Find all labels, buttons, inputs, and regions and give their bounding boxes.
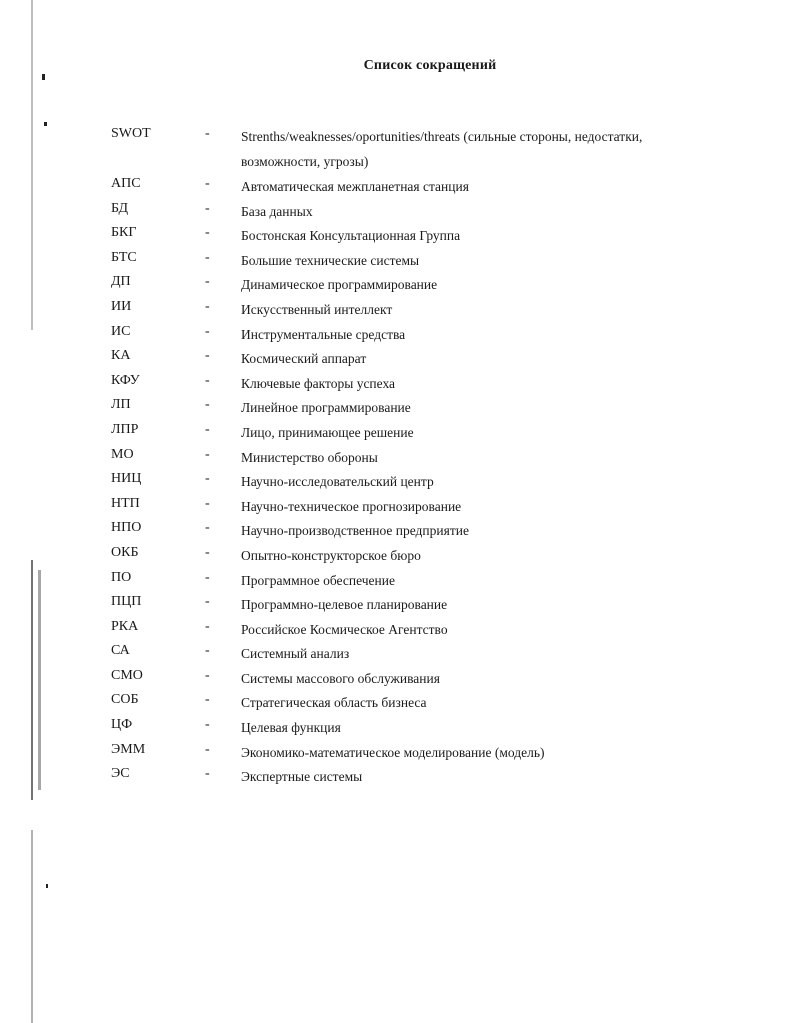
abbreviation-term: ЛП bbox=[111, 397, 131, 413]
abbreviation-meaning: Опытно-конструкторское бюро bbox=[241, 547, 421, 563]
abbreviation-row bbox=[111, 666, 671, 691]
abbreviation-dash: - bbox=[205, 176, 210, 191]
abbreviation-row bbox=[111, 395, 671, 420]
abbreviation-meaning: Космический аппарат bbox=[241, 351, 367, 367]
abbreviation-term: КА bbox=[111, 348, 131, 364]
abbreviation-term: МО bbox=[111, 446, 134, 462]
abbreviation-dash: - bbox=[205, 323, 210, 339]
scan-speck bbox=[42, 74, 45, 80]
abbreviation-dash: - bbox=[205, 766, 210, 782]
abbreviation-row bbox=[111, 420, 671, 445]
abbreviation-term: БКГ bbox=[111, 225, 137, 241]
abbreviation-meaning: Программно-целевое планирование bbox=[241, 597, 448, 613]
abbreviation-term: ПО bbox=[111, 569, 132, 585]
abbreviation-term: РКА bbox=[111, 618, 139, 634]
abbreviation-term: СА bbox=[111, 643, 130, 659]
abbreviation-meaning: Экономико-математическое моделирование (модель) bbox=[241, 744, 545, 760]
abbreviation-dash: - bbox=[205, 348, 210, 364]
abbreviation-meaning: Экспертные системы bbox=[241, 769, 363, 785]
abbreviation-meaning: Инструментальные средства bbox=[241, 326, 406, 342]
abbreviation-dash: - bbox=[205, 520, 210, 536]
abbreviation-dash: - bbox=[205, 594, 210, 610]
abbreviation-dash: - bbox=[205, 692, 210, 708]
abbreviation-meaning: Strenths/weaknesses/oportunities/threats (сильные стороны, недостатки, возможности, угрозы) bbox=[241, 129, 643, 169]
abbreviation-term: СМО bbox=[111, 667, 143, 683]
abbreviation-dash: - bbox=[205, 741, 210, 757]
page-title: Список сокращений bbox=[363, 58, 497, 73]
abbreviation-row bbox=[111, 740, 671, 765]
abbreviation-row bbox=[111, 641, 671, 666]
abbreviation-row bbox=[111, 371, 671, 396]
abbreviation-dash: - bbox=[205, 397, 210, 413]
abbreviation-meaning: Ключевые факторы успеха bbox=[241, 375, 396, 391]
abbreviation-row bbox=[111, 199, 671, 224]
abbreviation-row bbox=[111, 764, 671, 789]
abbreviation-dash: - bbox=[205, 249, 210, 265]
abbreviation-meaning: Системы массового обслуживания bbox=[241, 670, 440, 686]
abbreviation-dash: - bbox=[205, 225, 210, 241]
abbreviation-term: АПС bbox=[111, 176, 141, 191]
abbreviation-row bbox=[111, 272, 671, 297]
abbreviation-term: НИЦ bbox=[111, 471, 142, 487]
abbreviation-dash: - bbox=[205, 126, 210, 141]
abbreviation-meaning: Динамическое программирование bbox=[241, 277, 438, 293]
abbreviation-term: ИС bbox=[111, 323, 131, 339]
abbreviation-dash: - bbox=[205, 372, 210, 388]
abbreviation-list bbox=[111, 124, 671, 789]
abbreviation-term: БТС bbox=[111, 249, 137, 265]
abbreviation-dash: - bbox=[205, 495, 210, 511]
abbreviation-term: НТП bbox=[111, 495, 140, 511]
abbreviation-row bbox=[111, 617, 671, 642]
abbreviation-term: КФУ bbox=[111, 372, 140, 388]
abbreviation-meaning: Министерство обороны bbox=[241, 449, 378, 465]
abbreviation-row bbox=[111, 543, 671, 568]
abbreviation-meaning: Научно-исследовательский центр bbox=[241, 474, 434, 490]
abbreviation-row bbox=[111, 715, 671, 740]
abbreviation-meaning: Большие технические системы bbox=[241, 252, 420, 268]
abbreviation-meaning: База данных bbox=[241, 203, 313, 219]
abbreviation-meaning: Российское Космическое Агентство bbox=[241, 621, 448, 637]
scan-edge-artifact-secondary bbox=[38, 570, 41, 790]
abbreviation-meaning: Стратегическая область бизнеса bbox=[241, 695, 427, 711]
abbreviation-term: ЭС bbox=[111, 766, 130, 782]
abbreviation-row bbox=[111, 592, 671, 617]
abbreviation-meaning: Программное обеспечение bbox=[241, 572, 395, 588]
abbreviation-row bbox=[111, 322, 671, 347]
abbreviation-row bbox=[111, 223, 671, 248]
scan-speck bbox=[44, 122, 47, 126]
abbreviation-row bbox=[111, 690, 671, 715]
abbreviation-term: СОБ bbox=[111, 692, 139, 708]
abbreviation-meaning: Искусственный интеллект bbox=[241, 301, 393, 317]
abbreviation-term: SWOT bbox=[111, 126, 151, 141]
scan-speck bbox=[46, 884, 48, 888]
abbreviation-term: ИИ bbox=[111, 298, 132, 314]
abbreviation-row bbox=[111, 568, 671, 593]
abbreviation-dash: - bbox=[205, 200, 210, 216]
abbreviation-meaning: Линейное программирование bbox=[241, 400, 411, 416]
abbreviation-meaning: Системный анализ bbox=[241, 646, 350, 662]
abbreviation-term: ЭММ bbox=[111, 741, 146, 757]
abbreviation-term: ДП bbox=[111, 274, 131, 290]
abbreviation-term: НПО bbox=[111, 520, 142, 536]
abbreviation-row bbox=[111, 518, 671, 543]
scan-edge-artifact bbox=[31, 0, 33, 1023]
abbreviation-row bbox=[111, 124, 671, 174]
abbreviation-dash: - bbox=[205, 446, 210, 462]
abbreviation-row bbox=[111, 346, 671, 371]
abbreviation-meaning: Бостонская Консультационная Группа bbox=[241, 228, 461, 244]
abbreviation-term: ЛПР bbox=[111, 421, 139, 437]
abbreviation-row bbox=[111, 445, 671, 470]
abbreviation-dash: - bbox=[205, 421, 210, 437]
abbreviation-term: ОКБ bbox=[111, 544, 139, 560]
abbreviation-dash: - bbox=[205, 569, 210, 585]
abbreviation-dash: - bbox=[205, 717, 210, 733]
abbreviation-meaning: Научно-производственное предприятие bbox=[241, 523, 469, 539]
abbreviation-meaning: Автоматическая межпланетная станция bbox=[241, 179, 469, 194]
abbreviation-term: ПЦП bbox=[111, 594, 142, 610]
abbreviation-row bbox=[111, 248, 671, 273]
abbreviation-dash: - bbox=[205, 643, 210, 659]
abbreviation-meaning: Лицо, принимающее решение bbox=[241, 424, 414, 440]
abbreviation-term: БД bbox=[111, 200, 129, 216]
abbreviation-dash: - bbox=[205, 667, 210, 683]
abbreviation-row bbox=[111, 174, 671, 199]
abbreviation-dash: - bbox=[205, 298, 210, 314]
abbreviation-dash: - bbox=[205, 471, 210, 487]
abbreviation-dash: - bbox=[205, 618, 210, 634]
abbreviation-row bbox=[111, 297, 671, 322]
abbreviation-term: ЦФ bbox=[111, 717, 133, 733]
abbreviation-meaning: Целевая функция bbox=[241, 720, 341, 736]
abbreviation-dash: - bbox=[205, 544, 210, 560]
abbreviation-row bbox=[111, 469, 671, 494]
abbreviation-meaning: Научно-техническое прогнозирование bbox=[241, 498, 462, 514]
abbreviation-dash: - bbox=[205, 274, 210, 290]
abbreviation-row bbox=[111, 494, 671, 519]
